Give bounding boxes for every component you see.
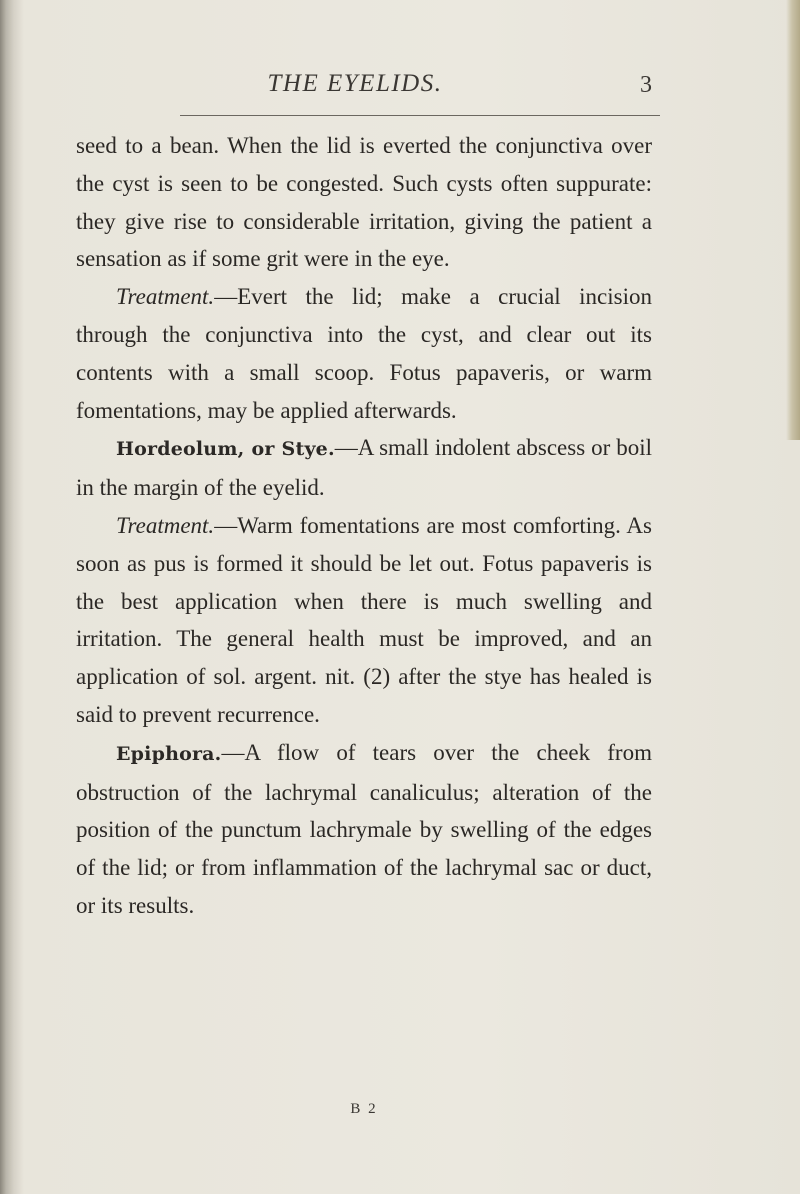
epiphora-heading: Epiphora. [116,742,222,765]
paragraph-cyst-treatment [76,278,652,429]
page-header [0,70,800,104]
paragraph-cyst-description: seed to a bean. When the lid is everted the conjunctiva over the cyst is seen to be congested. Such cysts often suppurate: they give rise to considerable irritation, giving the patient a sensation as if some grit were in the eye. [76,133,652,272]
page-number: 3 [640,72,652,98]
paragraph-hordeolum [76,429,652,507]
treatment-heading: Treatment. [116,512,215,538]
treatment-text: —Evert the lid; make a crucial incision through the conjunctiva into the cyst, and clear out its contents with a small scoop. Fotus papaveris, or warm fomentations, may be applied afterwards. [76,284,652,423]
epiphora-text: —A flow of tears over the cheek from obstruction of the lachrymal canaliculus; alteration of the position of the punctum lachrymale by swelling of the edges of the lid; or from inflammation of the lachrymal sac or duct, or its results. [76,739,652,918]
page-edge-discoloration [786,0,800,440]
body-text [76,127,652,925]
paragraph-epiphora [76,734,652,925]
signature-mark: B 2 [350,1101,378,1117]
header-rule [180,115,660,116]
treatment-heading: Treatment. [116,284,215,310]
binding-shadow [0,0,24,1194]
paragraph-stye-treatment [76,507,652,734]
hordeolum-heading: Hordeolum, or Stye. [116,438,335,461]
running-title: THE EYELIDS. [267,70,443,97]
treatment-text: —Warm fomentations are most comforting. As soon as pus is formed it should be let out. Fotus papaveris is the best application when there is much swelling and irritation. The general health must be improved, and an application of sol. argent. nit. (2) after the stye has healed is said to prevent recurrence. [76,512,652,727]
hordeolum-text: —A small indolent abscess or boil in the margin of the eyelid. [76,435,653,501]
